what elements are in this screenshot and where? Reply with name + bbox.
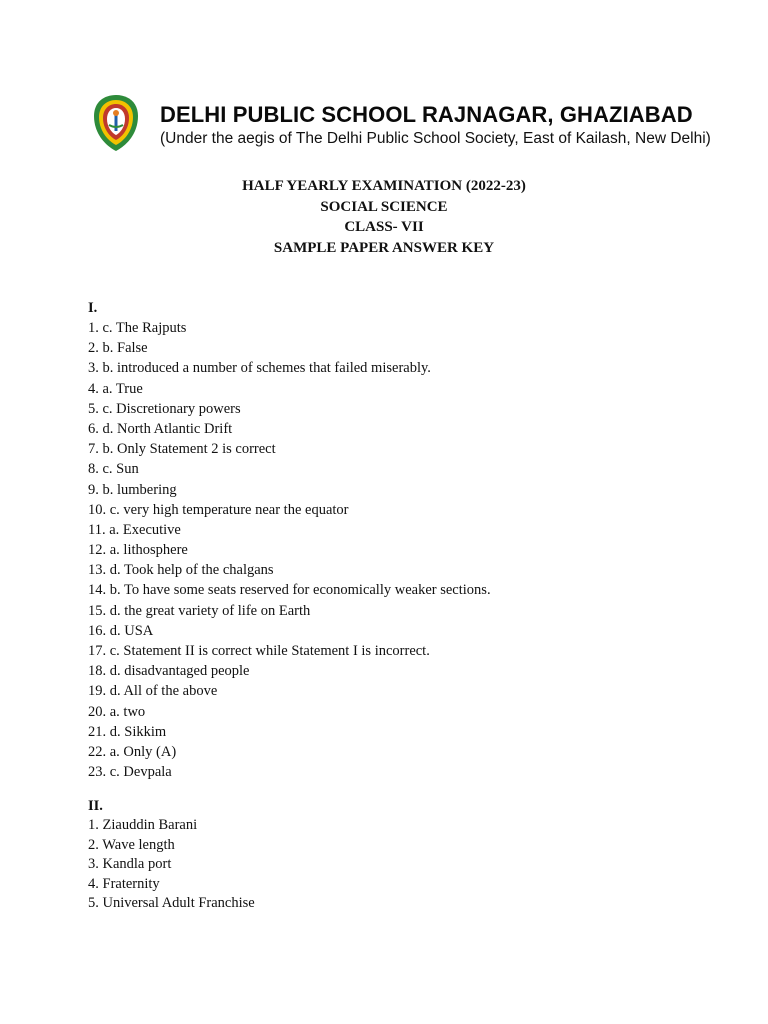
section-label: I. bbox=[88, 300, 98, 316]
answer-item: 12. a. lithosphere bbox=[88, 542, 188, 559]
answer-item: 6. d. North Atlantic Drift bbox=[88, 420, 233, 437]
answer-item: 4. a. True bbox=[88, 380, 143, 397]
section-two bbox=[88, 796, 255, 914]
section-one bbox=[88, 298, 491, 782]
answer-item: 8. c. Sun bbox=[88, 461, 139, 478]
answer-item: 11. a. Executive bbox=[88, 521, 181, 538]
answer-item: 9. b. lumbering bbox=[88, 481, 177, 498]
class-title: CLASS- VII bbox=[344, 219, 424, 235]
answer-item: 14. b. To have some seats reserved for economically weaker sections. bbox=[88, 582, 491, 599]
subject-title: SOCIAL SCIENCE bbox=[320, 198, 448, 215]
answer-item: 19. d. All of the above bbox=[88, 683, 218, 700]
answer-item: 2. Wave length bbox=[88, 836, 175, 853]
answer-item: 16. d. USA bbox=[88, 622, 154, 639]
answer-item: 21. d. Sikkim bbox=[88, 723, 167, 740]
answer-item: 22. a. Only (A) bbox=[88, 743, 177, 760]
school-crest-icon bbox=[88, 92, 144, 154]
answer-item: 1. Ziauddin Barani bbox=[88, 817, 198, 833]
answer-item: 1. c. The Rajputs bbox=[88, 320, 187, 336]
school-subtitle: (Under the aegis of The Delhi Public School Society, East of Kailash, New Delhi) bbox=[160, 130, 711, 147]
answer-item: 2. b. False bbox=[88, 340, 148, 357]
paper-type-title: SAMPLE PAPER ANSWER KEY bbox=[273, 239, 495, 256]
answer-item: 5. c. Discretionary powers bbox=[88, 400, 241, 417]
section-label: II. bbox=[88, 798, 103, 814]
answer-item: 20. a. two bbox=[88, 703, 146, 720]
answer-item: 18. d. disadvantaged people bbox=[88, 663, 250, 680]
answer-item: 3. Kandla port bbox=[88, 856, 172, 872]
answer-item: 15. d. the great variety of life on Earth bbox=[88, 602, 311, 619]
answer-item: 4. Fraternity bbox=[88, 875, 160, 892]
school-name: DELHI PUBLIC SCHOOL RAJNAGAR, GHAZIABAD bbox=[160, 102, 693, 127]
exam-title: HALF YEARLY EXAMINATION (2022-23) bbox=[242, 178, 526, 194]
answer-item: 3. b. introduced a number of schemes that failed miserably. bbox=[88, 360, 431, 377]
exam-heading bbox=[0, 176, 768, 258]
letterhead bbox=[88, 92, 711, 154]
answer-item: 7. b. Only Statement 2 is correct bbox=[88, 441, 276, 458]
answer-item: 10. c. very high temperature near the equator bbox=[88, 501, 349, 518]
answer-item: 13. d. Took help of the chalgans bbox=[88, 562, 274, 579]
answer-item: 17. c. Statement II is correct while Statement I is incorrect. bbox=[88, 643, 430, 659]
answer-item: 5. Universal Adult Franchise bbox=[88, 895, 255, 911]
answer-item: 23. c. Devpala bbox=[88, 764, 172, 781]
